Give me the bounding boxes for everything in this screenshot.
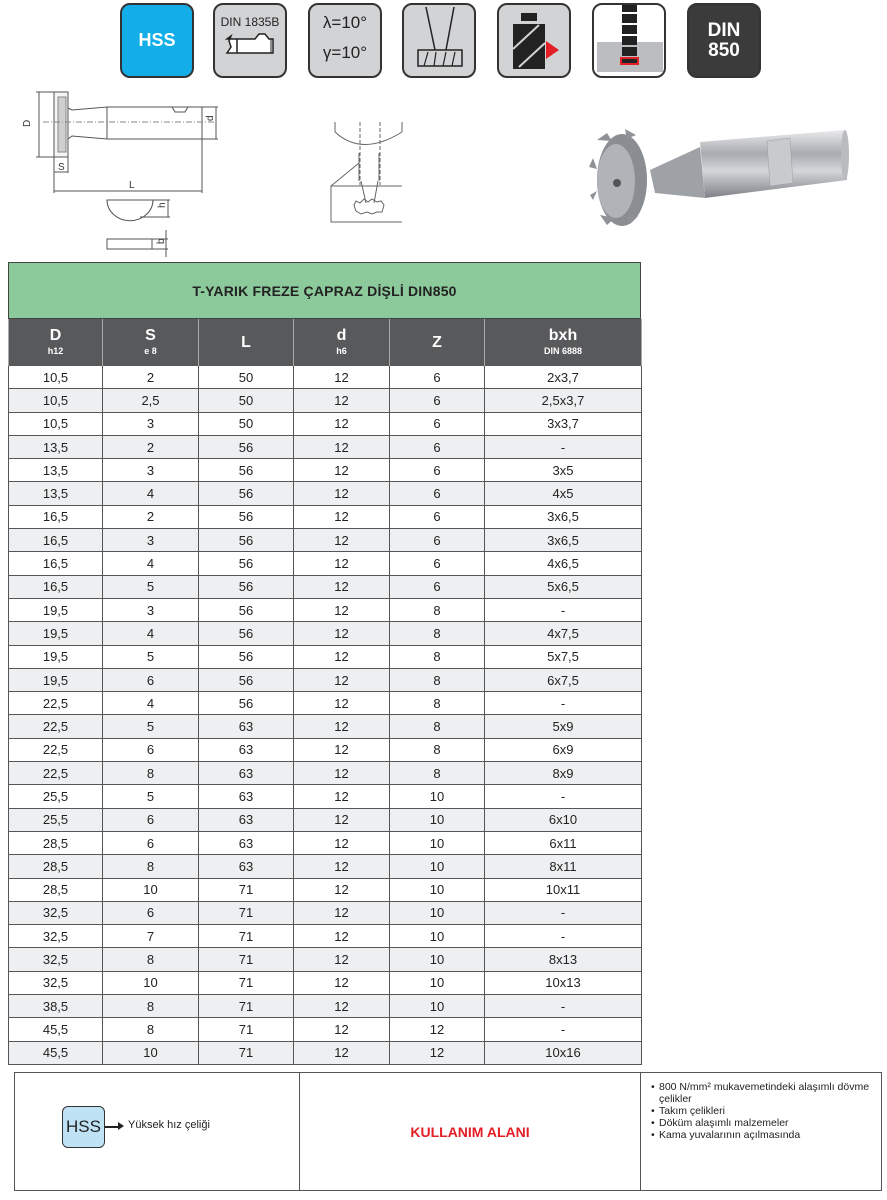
usage-item: • Kama yuvalarının açılmasında (651, 1129, 881, 1141)
table-row (9, 808, 642, 831)
table-cell: 13,5 (9, 459, 103, 482)
cutting-depth-icon (592, 3, 666, 78)
table-cell: 6 (390, 575, 485, 598)
table-cell: 8 (390, 668, 485, 691)
table-cell: 2 (103, 435, 199, 458)
dimensions-table (8, 319, 642, 1065)
table-cell: 8x13 (485, 948, 642, 971)
table-cell: 56 (199, 505, 294, 528)
table-row (9, 762, 642, 785)
table-cell: 6 (390, 552, 485, 575)
table-cell: 71 (199, 1041, 294, 1064)
table-cell: 12 (294, 575, 390, 598)
col-header-D: D h12 (9, 319, 103, 366)
table-cell: 25,5 (9, 785, 103, 808)
table-row (9, 948, 642, 971)
table-cell: 6 (390, 459, 485, 482)
table-cell: 8 (390, 622, 485, 645)
table-cell: 56 (199, 598, 294, 621)
table-cell: 6 (390, 482, 485, 505)
table-cell: 10 (390, 855, 485, 878)
table-row (9, 1041, 642, 1064)
table-row (9, 435, 642, 458)
usage-list-cell (641, 1073, 881, 1190)
table-cell: 22,5 (9, 692, 103, 715)
table-cell: 4 (103, 482, 199, 505)
col-header-S: S e 8 (103, 319, 199, 366)
table-cell: 45,5 (9, 1041, 103, 1064)
product-table (8, 262, 641, 1065)
table-cell: 16,5 (9, 575, 103, 598)
label-d: d (205, 115, 216, 121)
table-cell: 19,5 (9, 622, 103, 645)
cutting-angles-icon (308, 3, 382, 78)
table-cell: 6 (390, 529, 485, 552)
table-row (9, 901, 642, 924)
table-cell: 3x5 (485, 459, 642, 482)
table-cell: 56 (199, 482, 294, 505)
table-cell: 25,5 (9, 808, 103, 831)
table-cell: 10,5 (9, 412, 103, 435)
table-cell: 3x6,5 (485, 529, 642, 552)
table-row (9, 412, 642, 435)
table-cell: 63 (199, 785, 294, 808)
table-cell: 2,5x3,7 (485, 389, 642, 412)
table-cell: 4x5 (485, 482, 642, 505)
table-cell: 56 (199, 645, 294, 668)
table-cell: - (485, 995, 642, 1018)
table-cell: - (485, 692, 642, 715)
label-L: L (129, 180, 135, 191)
table-cell: 6 (390, 389, 485, 412)
din-number: 850 (708, 39, 740, 61)
table-cell: 32,5 (9, 948, 103, 971)
table-cell: 10 (390, 948, 485, 971)
table-cell: 10 (390, 785, 485, 808)
technical-drawings (0, 85, 887, 260)
table-row (9, 645, 642, 668)
table-cell: 10 (390, 878, 485, 901)
table-cell: 71 (199, 948, 294, 971)
table-cell: 12 (294, 482, 390, 505)
table-row (9, 668, 642, 691)
table-cell: 6x7,5 (485, 668, 642, 691)
table-cell: 8 (390, 738, 485, 761)
table-row (9, 785, 642, 808)
usage-title: KULLANIM ALANI (300, 1073, 641, 1190)
table-cell: 12 (294, 598, 390, 621)
cutter-side-view (36, 92, 218, 257)
usage-item: • 800 N/mm² mukavemetindeki alaşımlı dövme çelikler (651, 1081, 881, 1105)
table-row (9, 482, 642, 505)
table-cell: 6 (103, 738, 199, 761)
table-cell: 71 (199, 925, 294, 948)
table-cell: 56 (199, 575, 294, 598)
table-cell: 71 (199, 971, 294, 994)
table-cell: 8 (390, 645, 485, 668)
table-cell: 3 (103, 529, 199, 552)
table-cell: 8x11 (485, 855, 642, 878)
table-cell: 12 (294, 901, 390, 924)
table-cell: - (485, 598, 642, 621)
table-row (9, 366, 642, 389)
hss-legend-badge: HSS (62, 1106, 105, 1148)
table-cell: 4 (103, 552, 199, 575)
table-cell: 63 (199, 715, 294, 738)
table-cell: 10 (103, 878, 199, 901)
table-cell: 28,5 (9, 878, 103, 901)
table-cell: 6 (390, 505, 485, 528)
table-cell: - (485, 1018, 642, 1041)
table-cell: 50 (199, 389, 294, 412)
table-row (9, 529, 642, 552)
table-cell: 4x7,5 (485, 622, 642, 645)
table-cell: 4x6,5 (485, 552, 642, 575)
table-cell: 12 (294, 529, 390, 552)
table-cell: 5 (103, 785, 199, 808)
table-cell: 6x11 (485, 831, 642, 854)
table-cell: 8 (390, 692, 485, 715)
table-cell: 71 (199, 878, 294, 901)
table-cell: 16,5 (9, 529, 103, 552)
table-cell: 6 (103, 901, 199, 924)
table-cell: 5x7,5 (485, 645, 642, 668)
table-cell: 63 (199, 808, 294, 831)
table-cell: 10 (103, 1041, 199, 1064)
table-cell: 6 (390, 435, 485, 458)
table-cell: 12 (294, 878, 390, 901)
table-cell: 56 (199, 435, 294, 458)
table-cell: 8 (103, 1018, 199, 1041)
table-cell: 2,5 (103, 389, 199, 412)
table-cell: 10 (390, 971, 485, 994)
table-cell: 6 (390, 366, 485, 389)
table-cell: 71 (199, 995, 294, 1018)
table-cell: 22,5 (9, 738, 103, 761)
table-cell: 12 (294, 762, 390, 785)
table-cell: 12 (294, 995, 390, 1018)
din850-standard-icon (687, 3, 761, 78)
table-row (9, 692, 642, 715)
table-cell: 3x3,7 (485, 412, 642, 435)
table-cell: 12 (390, 1041, 485, 1064)
table-cell: 7 (103, 925, 199, 948)
table-cell: 10x13 (485, 971, 642, 994)
table-cell: 12 (294, 459, 390, 482)
table-cell: 63 (199, 831, 294, 854)
table-cell: 10 (390, 925, 485, 948)
table-cell: 12 (294, 1041, 390, 1064)
table-cell: 8 (103, 855, 199, 878)
table-cell: 19,5 (9, 598, 103, 621)
table-cell: - (485, 785, 642, 808)
table-row (9, 925, 642, 948)
table-cell: 12 (294, 971, 390, 994)
table-cell: 12 (294, 831, 390, 854)
table-row (9, 715, 642, 738)
table-cell: 12 (294, 1018, 390, 1041)
table-cell: 12 (294, 645, 390, 668)
table-cell: 12 (294, 738, 390, 761)
table-cell: 16,5 (9, 552, 103, 575)
din-label: DIN (707, 19, 741, 41)
arrow-right-icon (105, 1126, 119, 1128)
table-body (9, 366, 642, 1064)
usage-item: • Takım çelikleri (651, 1105, 881, 1117)
feature-icon-row (0, 3, 887, 81)
table-cell: 8 (103, 995, 199, 1018)
table-cell: 13,5 (9, 435, 103, 458)
hss-legend-text: Yüksek hız çeliği (128, 1119, 210, 1131)
table-cell: 63 (199, 855, 294, 878)
table-row (9, 738, 642, 761)
table-cell: 6 (390, 412, 485, 435)
table-cell: 5 (103, 715, 199, 738)
product-render (589, 129, 849, 226)
table-cell: 8 (103, 948, 199, 971)
label-b: b (156, 238, 167, 244)
table-cell: 10 (390, 901, 485, 924)
table-cell: 10 (103, 971, 199, 994)
table-row (9, 1018, 642, 1041)
table-cell: 8 (390, 715, 485, 738)
table-cell: 6 (103, 808, 199, 831)
table-cell: 56 (199, 529, 294, 552)
table-cell: 63 (199, 762, 294, 785)
machining-direction-icon (497, 3, 571, 78)
table-cell: 5 (103, 575, 199, 598)
footer-info (14, 1072, 882, 1191)
table-cell: 6x9 (485, 738, 642, 761)
table-cell: 12 (294, 668, 390, 691)
table-cell: 12 (294, 366, 390, 389)
table-cell: 10 (390, 995, 485, 1018)
table-cell: 3 (103, 412, 199, 435)
table-cell: 32,5 (9, 901, 103, 924)
table-row (9, 878, 642, 901)
table-cell: 56 (199, 692, 294, 715)
table-cell: 38,5 (9, 995, 103, 1018)
table-cell: 12 (294, 505, 390, 528)
table-cell: 12 (294, 715, 390, 738)
col-header-L: L (199, 319, 294, 366)
usage-item: • Döküm alaşımlı malzemeler (651, 1117, 881, 1129)
table-cell: 6 (103, 831, 199, 854)
table-cell: 56 (199, 622, 294, 645)
table-cell: 3x6,5 (485, 505, 642, 528)
label-h: h (157, 202, 168, 208)
table-cell: 12 (294, 948, 390, 971)
table-cell: 8 (390, 598, 485, 621)
table-title: T-YARIK FREZE ÇAPRAZ DİŞLİ DIN850 (8, 262, 641, 319)
table-cell: 12 (294, 412, 390, 435)
table-cell: 4 (103, 692, 199, 715)
table-cell: 12 (294, 622, 390, 645)
table-cell: 22,5 (9, 762, 103, 785)
table-cell: 3 (103, 459, 199, 482)
table-cell: 12 (294, 808, 390, 831)
table-cell: 56 (199, 459, 294, 482)
table-row (9, 552, 642, 575)
table-cell: 22,5 (9, 715, 103, 738)
table-cell: 12 (294, 855, 390, 878)
table-cell: 6x10 (485, 808, 642, 831)
table-cell: 16,5 (9, 505, 103, 528)
hss-material-icon (120, 3, 194, 78)
usage-list (651, 1081, 881, 1141)
table-cell: 12 (294, 692, 390, 715)
table-row (9, 598, 642, 621)
col-header-Z: Z (390, 319, 485, 366)
label-D: D (22, 119, 33, 127)
shank-standard-label: DIN 1835B (220, 15, 280, 29)
table-cell: 12 (294, 552, 390, 575)
table-row (9, 971, 642, 994)
table-cell: 10x16 (485, 1041, 642, 1064)
table-cell: 12 (294, 925, 390, 948)
table-row (9, 575, 642, 598)
hss-label: HSS (138, 30, 176, 50)
lambda-angle: λ=10° (322, 13, 368, 32)
table-cell: 10x11 (485, 878, 642, 901)
table-cell: - (485, 435, 642, 458)
col-header-d: d h6 (294, 319, 390, 366)
table-cell: 6 (103, 668, 199, 691)
machining-sketch (331, 122, 402, 222)
table-cell: 19,5 (9, 645, 103, 668)
table-cell: 10,5 (9, 389, 103, 412)
shank-shape-icon (215, 5, 287, 77)
table-cell: 2x3,7 (485, 366, 642, 389)
table-cell: 2 (103, 505, 199, 528)
legend-cell (15, 1073, 300, 1190)
shank-din1835b-icon (213, 3, 287, 78)
table-cell: 5x6,5 (485, 575, 642, 598)
table-cell: 19,5 (9, 668, 103, 691)
table-cell: 56 (199, 668, 294, 691)
cutter-geometry-icon (402, 3, 476, 78)
label-S: S (58, 162, 65, 173)
table-cell: 28,5 (9, 831, 103, 854)
gamma-angle: γ=10° (322, 43, 368, 62)
table-cell: - (485, 925, 642, 948)
table-cell: 71 (199, 1018, 294, 1041)
table-cell: 12 (294, 435, 390, 458)
table-cell: 50 (199, 366, 294, 389)
table-row (9, 831, 642, 854)
technical-drawing-svg (0, 85, 887, 260)
table-cell: 8 (390, 762, 485, 785)
table-cell: 8 (103, 762, 199, 785)
table-cell: 50 (199, 412, 294, 435)
table-cell: 10 (390, 808, 485, 831)
table-cell: 4 (103, 622, 199, 645)
col-header-bxh: bxh DIN 6888 (485, 319, 642, 366)
table-cell: 10 (390, 831, 485, 854)
table-row (9, 622, 642, 645)
table-header-row (9, 319, 642, 366)
table-cell: 2 (103, 366, 199, 389)
table-cell: 8x9 (485, 762, 642, 785)
table-cell: 10,5 (9, 366, 103, 389)
table-cell: 5 (103, 645, 199, 668)
table-cell: 71 (199, 901, 294, 924)
table-cell: 45,5 (9, 1018, 103, 1041)
table-row (9, 855, 642, 878)
table-cell: 32,5 (9, 925, 103, 948)
table-row (9, 459, 642, 482)
table-cell: 3 (103, 598, 199, 621)
table-cell: 12 (294, 785, 390, 808)
table-row (9, 389, 642, 412)
table-cell: 32,5 (9, 971, 103, 994)
table-cell: 12 (294, 389, 390, 412)
table-row (9, 505, 642, 528)
table-cell: 56 (199, 552, 294, 575)
table-row (9, 995, 642, 1018)
table-cell: 5x9 (485, 715, 642, 738)
table-cell: 28,5 (9, 855, 103, 878)
table-cell: 63 (199, 738, 294, 761)
table-cell: 12 (390, 1018, 485, 1041)
table-cell: 13,5 (9, 482, 103, 505)
table-cell: - (485, 901, 642, 924)
